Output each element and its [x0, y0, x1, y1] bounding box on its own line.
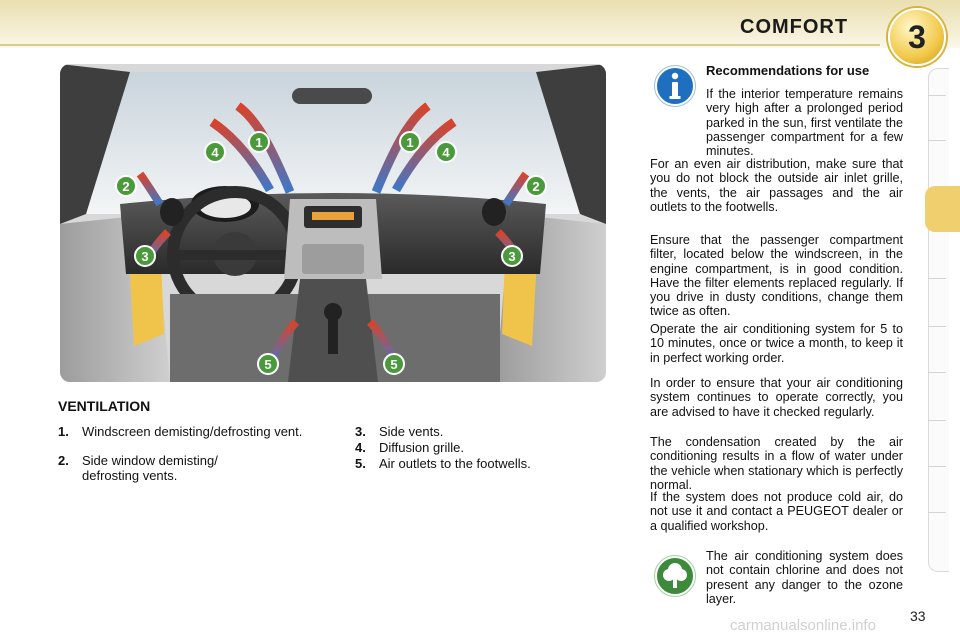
callout-label: 1 — [255, 135, 263, 150]
paragraph: Operate the air conditioning system for 5 to 10 minutes, once or twice a month, to keep it in perfect working order. — [650, 322, 903, 365]
legend-number: 4. — [355, 440, 366, 455]
paragraph: If the system does not produce cold air, do not use it and contact a PEUGEOT dealer or a qualified workshop. — [650, 490, 903, 533]
header-divider — [0, 44, 880, 46]
legend-text: Air outlets to the footwells. — [379, 456, 531, 471]
callout-badge — [249, 132, 269, 152]
legend-number: 5. — [355, 456, 366, 471]
recommendations-title: Recommendations for use — [706, 63, 870, 78]
chapter-tab-divider — [928, 278, 946, 279]
legend-number: 2. — [58, 453, 69, 468]
chapter-tab-strip — [928, 68, 949, 572]
callout-badge — [400, 132, 420, 152]
callout-label: 5 — [264, 357, 272, 372]
legend-item — [355, 424, 595, 439]
callout-badge — [502, 246, 522, 266]
callout-label: 1 — [406, 135, 414, 150]
callout-badge — [116, 176, 136, 196]
legend-number: 3. — [355, 424, 366, 439]
callout-badge — [436, 142, 456, 162]
dashboard-ventilation-illustration — [60, 64, 606, 382]
chapter-tab-divider — [928, 95, 946, 96]
chapter-number-badge: 3 — [888, 8, 946, 66]
watermark: carmanualsonline.info — [730, 617, 876, 634]
legend-text: Diffusion grille. — [379, 440, 465, 455]
callout-badge — [135, 246, 155, 266]
paragraph: Ensure that the passenger compartment filter, located below the windscreen, in the engine compartment, is in good condition. Have the filter elements replaced regularly. If you drive in dusty conditions, change them twice as often. — [650, 233, 903, 319]
chapter-tab-divider — [928, 372, 946, 373]
tree-icon — [654, 555, 696, 597]
chapter-tab-divider — [928, 466, 946, 467]
callout-badge — [384, 354, 404, 374]
chapter-tab-divider — [928, 140, 946, 141]
legend-item — [355, 440, 595, 455]
ventilation-heading: VENTILATION — [58, 398, 151, 414]
legend-item — [355, 456, 595, 471]
callout-label: 2 — [532, 179, 540, 194]
callout-label: 3 — [141, 249, 149, 264]
callout-label: 3 — [508, 249, 516, 264]
paragraph: The condensation created by the air conditioning results in a flow of water under the vehicle when stationary which is perfectly normal. — [650, 435, 903, 492]
legend-number: 1. — [58, 424, 69, 439]
callout-label: 2 — [122, 179, 130, 194]
callout-label: 5 — [390, 357, 398, 372]
page-number: 33 — [910, 608, 926, 624]
chapter-tab-divider — [928, 326, 946, 327]
paragraph: If the interior temperature remains very high after a prolonged period parked in the sun, first ventilate the passenger compartment for a few minutes. — [706, 87, 903, 159]
section-title: COMFORT — [740, 16, 849, 38]
legend-item — [58, 424, 318, 439]
callout-badge — [526, 176, 546, 196]
eco-note: The air conditioning system does not contain chlorine and does not present any danger to the ozone layer. — [706, 549, 903, 606]
legend-text: Side vents. — [379, 424, 444, 439]
legend-text: Side window demisting/ defrosting vents. — [82, 453, 218, 483]
chapter-tab-divider — [928, 420, 946, 421]
callout-badge — [258, 354, 278, 374]
legend-text: Windscreen demisting/defrosting vent. — [82, 424, 303, 439]
callout-label: 4 — [211, 145, 219, 160]
legend-item — [58, 453, 278, 483]
info-icon — [654, 65, 696, 107]
paragraph: In order to ensure that your air conditioning system continues to operate correctly, you are advised to have it checked regularly. — [650, 376, 903, 419]
chapter-tab-active[interactable] — [925, 186, 960, 232]
chapter-tab-divider — [928, 512, 946, 513]
callout-badge — [205, 142, 225, 162]
paragraph: For an even air distribution, make sure that you do not block the outside air inlet grille, the vents, the air passages and the air outlets to the footwells. — [650, 157, 903, 214]
callout-label: 4 — [442, 145, 450, 160]
